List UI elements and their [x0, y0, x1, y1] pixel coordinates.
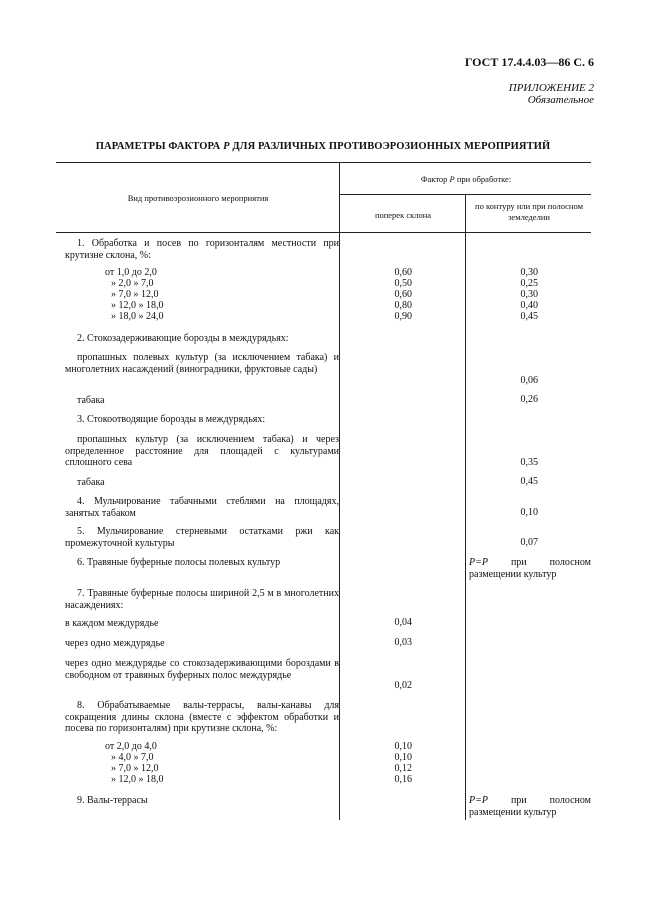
row-7b-across: 0,03 — [394, 637, 412, 648]
row-4-text: 4. Мульчирование табачными стеблями на площадях, занятых табаком — [65, 496, 339, 519]
row-7a-text: в каждом междурядье — [65, 618, 159, 629]
row-3a-text: пропашных культур (за исключением табака) и через определенное расстояние для площадей с культурами сплошного сева — [65, 434, 339, 469]
header-across-slope: поперек склона — [374, 210, 432, 220]
row-1-across-5: 0,90 — [394, 311, 412, 322]
row-8-text: 8. Обрабатываемые валы-террасы, валы-канавы для сокращения длины склона (вместе с эффектом обработки и посева по горизонталям) при крутизне склона, %: — [65, 700, 339, 735]
row-3b-contour: 0,45 — [520, 476, 538, 487]
row-4-contour: 0,10 — [520, 507, 538, 518]
title-factor-symbol: P — [223, 141, 230, 152]
row-2b-contour: 0,26 — [520, 394, 538, 405]
row-7c-text: через одно междурядье со стокозадерживающими бороздами в свободном от травяных буферных полос междурядье — [65, 658, 339, 681]
row-1-range-5: » 18,0 » 24,0 — [111, 311, 164, 322]
row-2b-text: табака — [77, 395, 105, 406]
row-8-across-1: 0,10 — [394, 741, 412, 752]
row-1-across-1: 0,60 — [394, 267, 412, 278]
row-3a-contour: 0,35 — [520, 457, 538, 468]
row-7b-text: через одно междурядье — [65, 638, 165, 649]
header-measure-type: Вид противоэрозионного мероприятия — [127, 193, 269, 203]
row-7c-across: 0,02 — [394, 680, 412, 691]
row-2-text: 2. Стокозадерживающие борозды в междурядьях: — [77, 333, 289, 344]
row-8-across-4: 0,16 — [394, 774, 412, 785]
row-1-contour-3: 0,30 — [520, 289, 538, 300]
row-1-range-3: » 7,0 » 12,0 — [111, 289, 159, 300]
row-6-note: P=P при полосном размещении культур — [469, 557, 591, 580]
row-7-text: 7. Травяные буферные полосы шириной 2,5 м в многолетних насаждениях: — [65, 588, 339, 611]
appendix-number: ПРИЛОЖЕНИЕ 2 — [508, 82, 594, 94]
row-8-range-1: от 2,0 до 4,0 — [105, 741, 157, 752]
row-1-contour-1: 0,30 — [520, 267, 538, 278]
appendix-label — [509, 82, 594, 106]
row-1-range-2: » 2,0 » 7,0 — [111, 278, 154, 289]
appendix-status: Обязательное — [527, 94, 594, 106]
column-divider-2 — [465, 194, 466, 820]
row-8-across-3: 0,12 — [394, 763, 412, 774]
row-7a-across: 0,04 — [394, 617, 412, 628]
table-title: ПАРАМЕТРЫ ФАКТОРА P ДЛЯ РАЗЛИЧНЫХ ПРОТИВОЭРОЗИОННЫХ МЕРОПРИЯТИЙ — [95, 141, 551, 152]
row-8-range-3: » 7,0 » 12,0 — [111, 763, 159, 774]
row-1-contour-5: 0,45 — [520, 311, 538, 322]
header-contour-strip: по контуру или при полосном земледелии — [475, 201, 583, 222]
row-8-across-2: 0,10 — [394, 752, 412, 763]
row-9-text: 9. Валы-террасы — [77, 795, 148, 806]
row-1-across-2: 0,50 — [394, 278, 412, 289]
row-2a-contour: 0,06 — [520, 375, 538, 386]
row-2a-text: пропашных полевых культур (за исключением табака) и многолетних насаждений (виноградники, фруктовые сады) — [65, 352, 339, 375]
row-3-text: 3. Стокоотводящие борозды в междурядьях: — [77, 414, 266, 425]
row-1-contour-2: 0,25 — [520, 278, 538, 289]
row-1-range-4: » 12,0 » 18,0 — [111, 300, 164, 311]
row-1-text: 1. Обработка и посев по горизонталям местности при крутизне склона, %: — [65, 238, 339, 261]
row-1-contour-4: 0,40 — [520, 300, 538, 311]
row-9-note: P=P при полосном размещении культур — [469, 795, 591, 818]
row-5-text: 5. Мульчирование стерневыми остатками ржи как промежуточной культуры — [65, 526, 339, 549]
row-6-text: 6. Травяные буферные полосы полевых культур — [77, 557, 281, 568]
row-8-range-4: » 12,0 » 18,0 — [111, 774, 164, 785]
row-1-across-4: 0,80 — [394, 300, 412, 311]
table-header-bottom-rule — [56, 232, 591, 233]
row-5-contour: 0,07 — [520, 537, 538, 548]
table-top-rule — [56, 162, 591, 163]
column-divider-1 — [339, 162, 340, 820]
row-1-range-1: от 1,0 до 2,0 — [105, 267, 157, 278]
row-3b-text: табака — [77, 477, 105, 488]
row-8-range-2: » 4,0 » 7,0 — [111, 752, 154, 763]
header-factor-p: Фактор P при обработке: — [420, 174, 512, 184]
standard-page-header: ГОСТ 17.4.4.03—86 С. 6 — [464, 55, 594, 69]
row-1-across-3: 0,60 — [394, 289, 412, 300]
